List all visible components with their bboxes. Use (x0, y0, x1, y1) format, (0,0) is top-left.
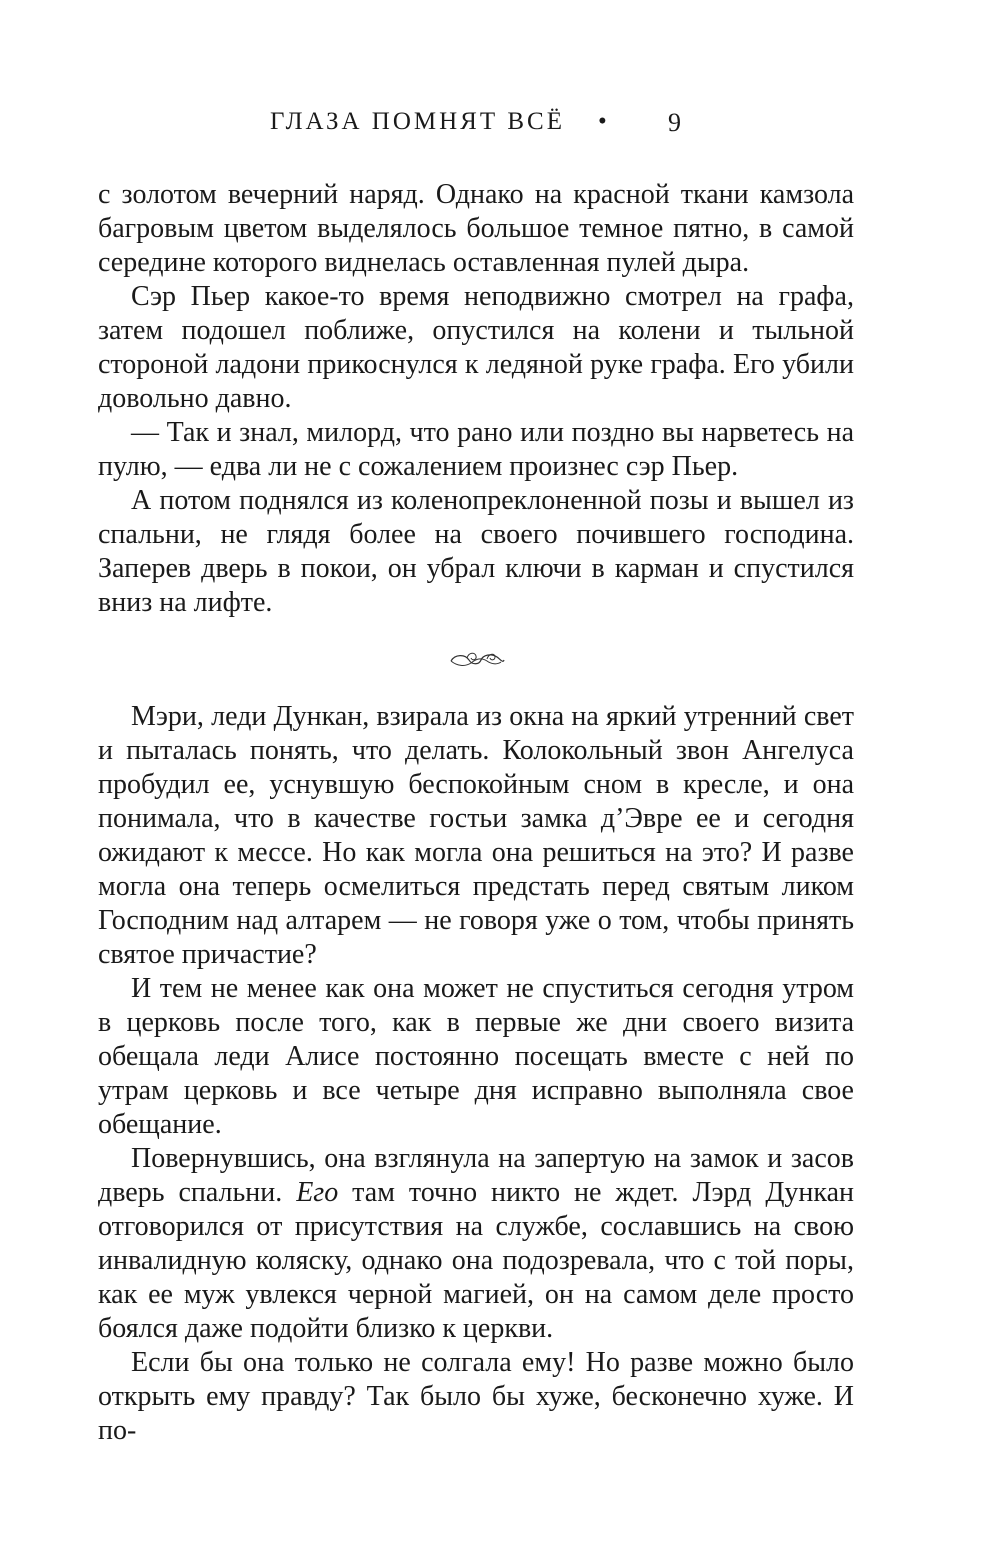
paragraph: Сэр Пьер какое-то время неподвижно смотрел на графа, затем подошел поближе, опустился на колени и тыльной стороной ладони прикоснулся к ледяной руке графа. Его убили довольно давно. (98, 281, 854, 414)
section-2-text (98, 700, 854, 1448)
paragraph: А потом поднялся из коленопреклоненной позы и вышел из спальни, не глядя более на своего почившего господина. Заперев дверь в покои, он убрал ключи в карман и спустился вниз на лифте. (98, 485, 854, 618)
section-1-text (98, 178, 854, 620)
paragraph: с золотом вечерний наряд. Однако на красной ткани камзола багровым цветом выделялось большое темное пятно, в самой середине которого виднелась оставленная пулей дыра. (98, 179, 854, 278)
header-separator: • (598, 108, 607, 135)
emphasized-word: Его (296, 1177, 339, 1208)
paragraph-text-start: Повернувшись, она взглянула на запертую на замок и засов дверь спальни. (98, 1143, 854, 1208)
running-header (0, 108, 1000, 148)
page-number: 9 (668, 108, 681, 137)
paragraph-text-end: там точно никто не ждет. Лэрд Дункан отговорился от присутствия на службе, сославшись на свою инвалидную коляску, однако она подозревала, что с той поры, как ее муж увлекся черной магией, он на самом деле просто боялся даже подойти близко к церкви. (98, 1177, 854, 1344)
dialogue-paragraph: — Так и знал, милорд, что рано или поздно вы нарветесь на пулю, — едва ли не с сожалением произнес сэр Пьер. (98, 417, 854, 482)
flourish-ornament-icon (447, 648, 507, 672)
paragraph: И тем не менее как она может не спуститься сегодня утром в церковь после того, как в первые же дни своего визита обещала леди Алисе постоянно посещать вместе с ней по утрам церковь и все четыре дня исправно выполняла свое обещание. (98, 973, 854, 1140)
paragraph: Если бы она только не солгала ему! Но разве можно было открыть ему правду? Так было бы хуже, бесконечно хуже. И по- (98, 1347, 854, 1446)
paragraph: Мэри, леди Дункан, взирала из окна на яркий утренний свет и пыталась понять, что делать. Колокольный звон Ангелуса пробудил ее, уснувшую беспокойным сном в кресле, и она понимала, что в качестве гостьи замка д’Эвре ее и сегодня ожидают к мессе. Но как могла она решиться на это? И разве могла она теперь осмелиться предстать перед святым ликом Господним над алтарем — не говоря уже о том, чтобы принять святое причастие? (98, 701, 854, 970)
running-title: ГЛАЗА ПОМНЯТ ВСЁ (270, 108, 565, 135)
paragraph (98, 1142, 854, 1346)
